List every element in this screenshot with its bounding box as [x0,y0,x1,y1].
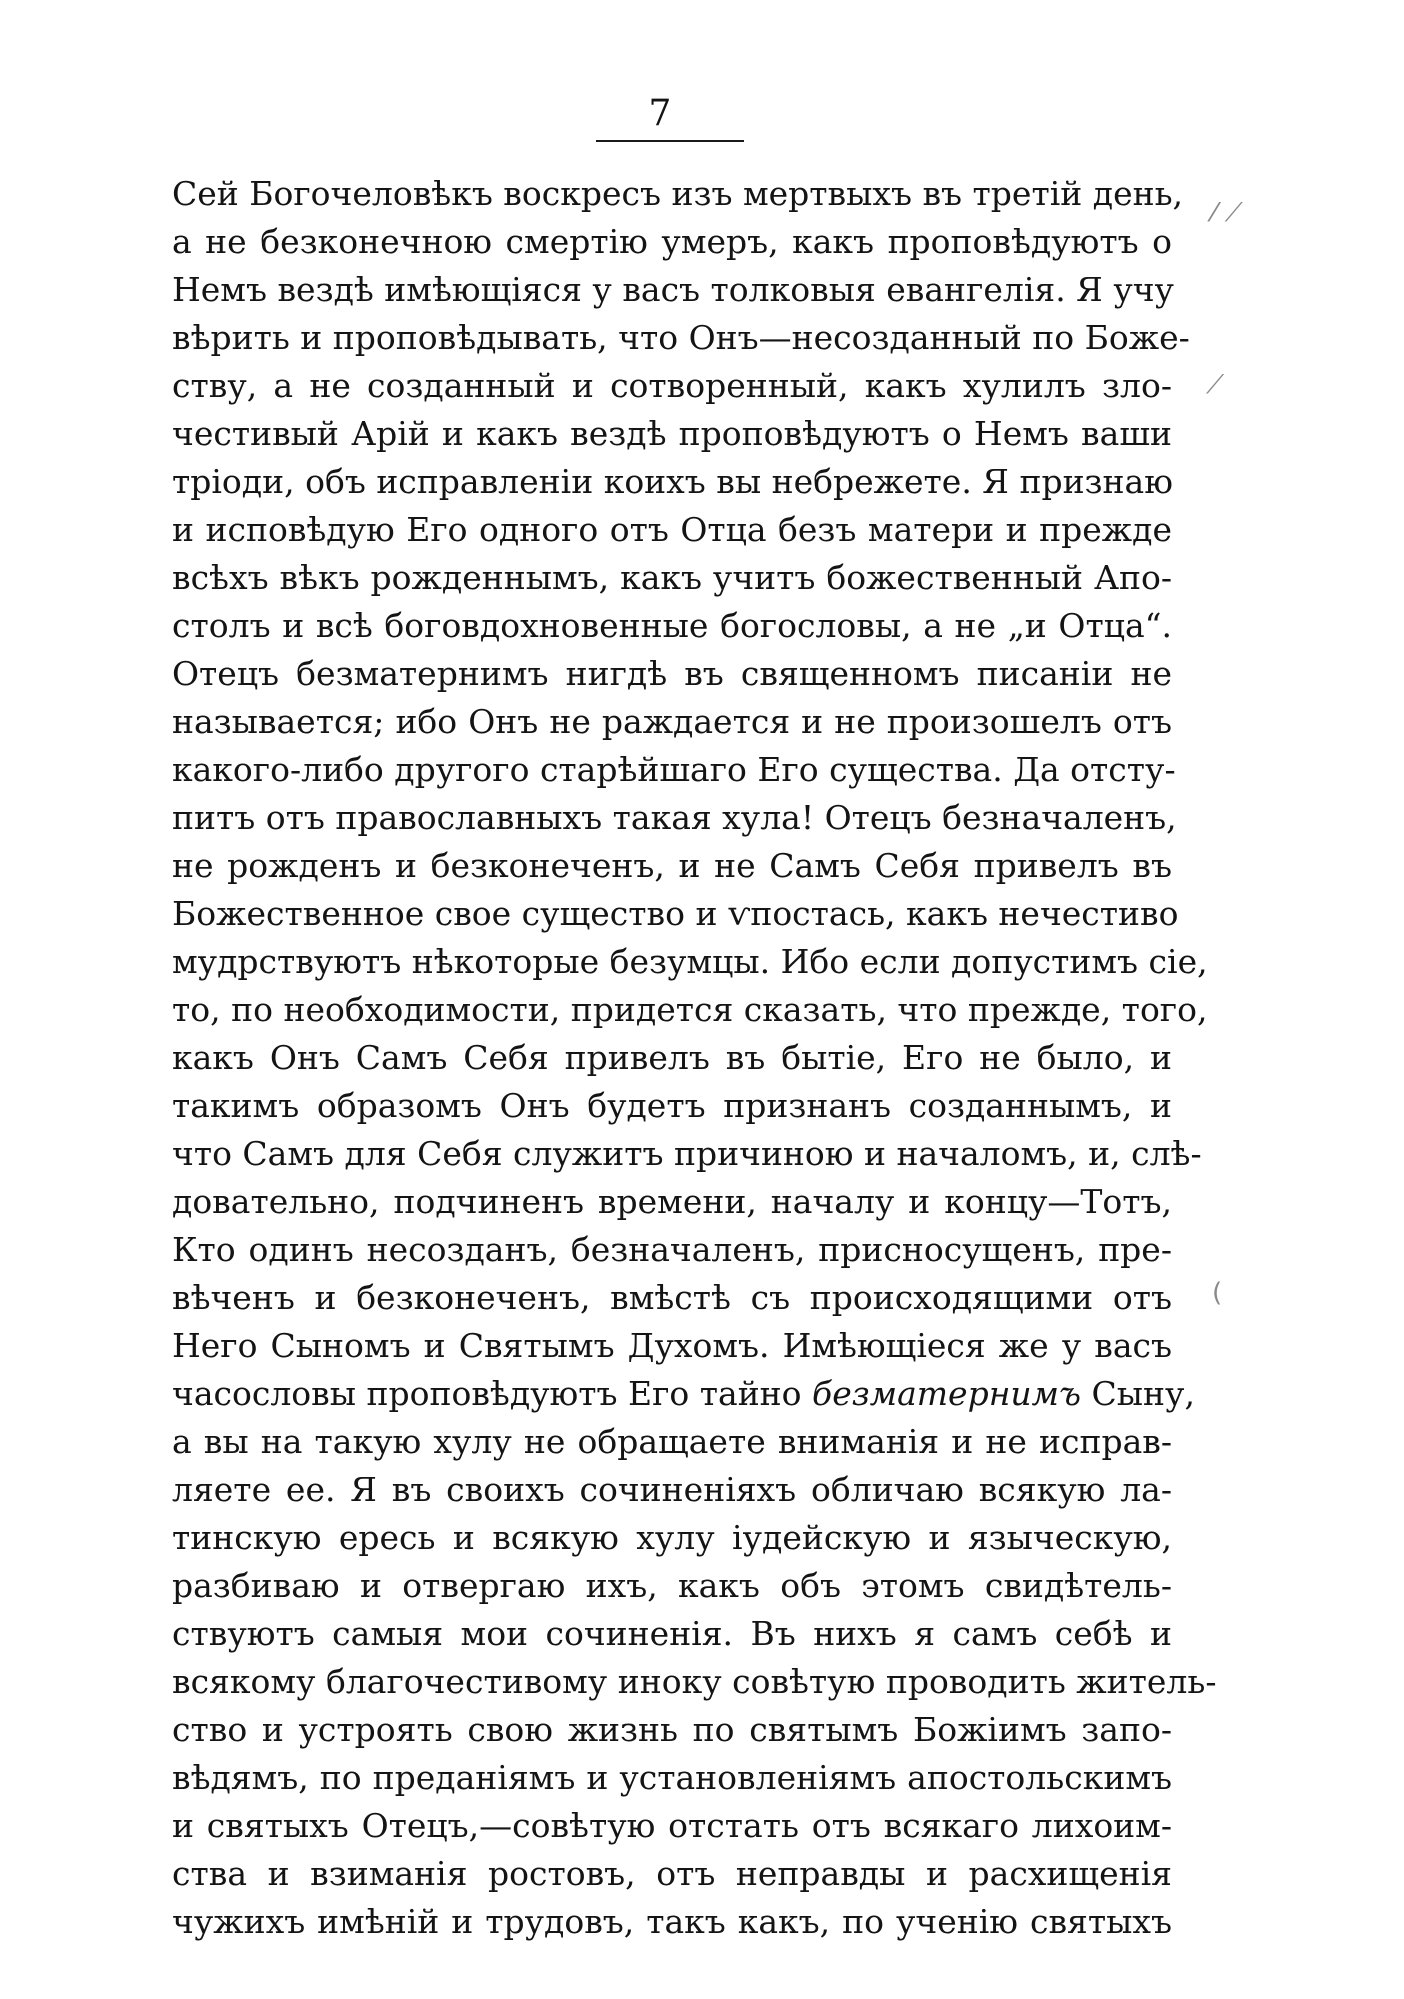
text-line: разбиваю и отвергаю ихъ, какъ объ этомъ свидѣтель- [172,1566,1172,1605]
text-line: вѣдямъ, по преданіямъ и установленіямъ апостольскимъ [172,1758,1172,1797]
text-line: столъ и всѣ боговдохновенные богословы, а не „и Отца“. [172,606,1172,645]
text-line: а вы на такую хулу не обращаете вниманія и не исправ- [172,1422,1172,1461]
text-line: ства и взиманія ростовъ, отъ неправды и расхищенія [172,1854,1172,1893]
text-line: вѣченъ и безконеченъ, вмѣстѣ съ происходящими отъ [172,1278,1172,1317]
page-number-rule [596,140,744,142]
text-line: чужихъ имѣній и трудовъ, такъ какъ, по ученію святыхъ [172,1902,1172,1941]
text-line: Сей Богочеловѣкъ воскресъ изъ мертвыхъ въ третій день, [172,174,1184,213]
page-number: 7 [648,93,672,134]
text-line: мудрствуютъ нѣкоторые безумцы. Ибо если допустимъ сіе, [172,942,1208,981]
text-line: ству, а не созданный и сотворенный, какъ хулилъ зло- [172,366,1172,405]
text-line: всякому благочестивому иноку совѣтую проводить житель- [172,1662,1217,1701]
text-line: тріоди, объ исправленіи коихъ вы небрежете. Я признаю [172,462,1173,501]
text-line: что Самъ для Себя служитъ причиною и началомъ, и, слѣ- [172,1134,1202,1173]
text-line: такимъ образомъ Онъ будетъ признанъ созданнымъ, и [172,1086,1172,1125]
text-line: Божественное свое существо и ѵпостась, какъ нечестиво [172,894,1179,933]
text-line: тинскую ересь и всякую хулу іудейскую и языческую, [172,1518,1172,1557]
italic-word: безматернимъ [812,1374,1082,1413]
text-line: ляете ее. Я въ своихъ сочиненіяхъ обличаю всякую ла- [172,1470,1172,1509]
margin-pencil-mark: ⟋ [1206,370,1225,400]
text-line: а не безконечною смертію умеръ, какъ проповѣдуютъ о [172,222,1172,261]
text-line: Кто одинъ несозданъ, безначаленъ, присносущенъ, пре- [172,1230,1172,1269]
text-line: Немъ вездѣ имѣющіяся у васъ толковыя евангелія. Я учу [172,270,1174,309]
text-line: ство и устроять свою жизнь по святымъ Божіимъ запо- [172,1710,1172,1749]
text-line: ствуютъ самыя мои сочиненія. Въ нихъ я самъ себѣ и [172,1614,1172,1653]
text-line: какого-либо другого старѣйшаго Его существа. Да отсту- [172,750,1176,789]
margin-pencil-mark: ( [1212,1278,1223,1308]
text-line: всѣхъ вѣкъ рожденнымъ, какъ учитъ божественный Апо- [172,558,1172,597]
text-line: питъ отъ православныхъ такая хула! Отецъ безначаленъ, [172,798,1177,837]
text-line: не рожденъ и безконеченъ, и не Самъ Себя привелъ въ [172,846,1172,885]
text-line: вѣрить и проповѣдывать, что Онъ—несозданный по Боже- [172,318,1190,357]
text-line-with-italic [172,1370,1195,1418]
text-segment: Сыну, [1091,1374,1195,1413]
text-line: довательно, подчиненъ времени, началу и концу—Тотъ, [172,1182,1172,1221]
text-line: называется; ибо Онъ не раждается и не произошелъ отъ [172,702,1172,741]
text-segment: часословы проповѣдуютъ Его тайно [172,1374,802,1413]
text-line: и исповѣдую Его одного отъ Отца безъ матери и прежде [172,510,1172,549]
text-line: Отецъ безматернимъ нигдѣ въ священномъ писаніи не [172,654,1172,693]
text-line: Него Сыномъ и Святымъ Духомъ. Имѣющіеся же у васъ [172,1326,1172,1365]
text-line: и святыхъ Отецъ,—совѣтую отстать отъ всякаго лихоим- [172,1806,1172,1845]
text-line: честивый Арій и какъ вездѣ проповѣдуютъ о Немъ ваши [172,414,1172,453]
text-line: какъ Онъ Самъ Себя привелъ въ бытіе, Его не было, и [172,1038,1172,1077]
margin-pencil-mark: ⁄ ⟋ [1212,198,1243,228]
text-line: то, по необходимости, придется сказать, что прежде, того, [172,990,1208,1029]
